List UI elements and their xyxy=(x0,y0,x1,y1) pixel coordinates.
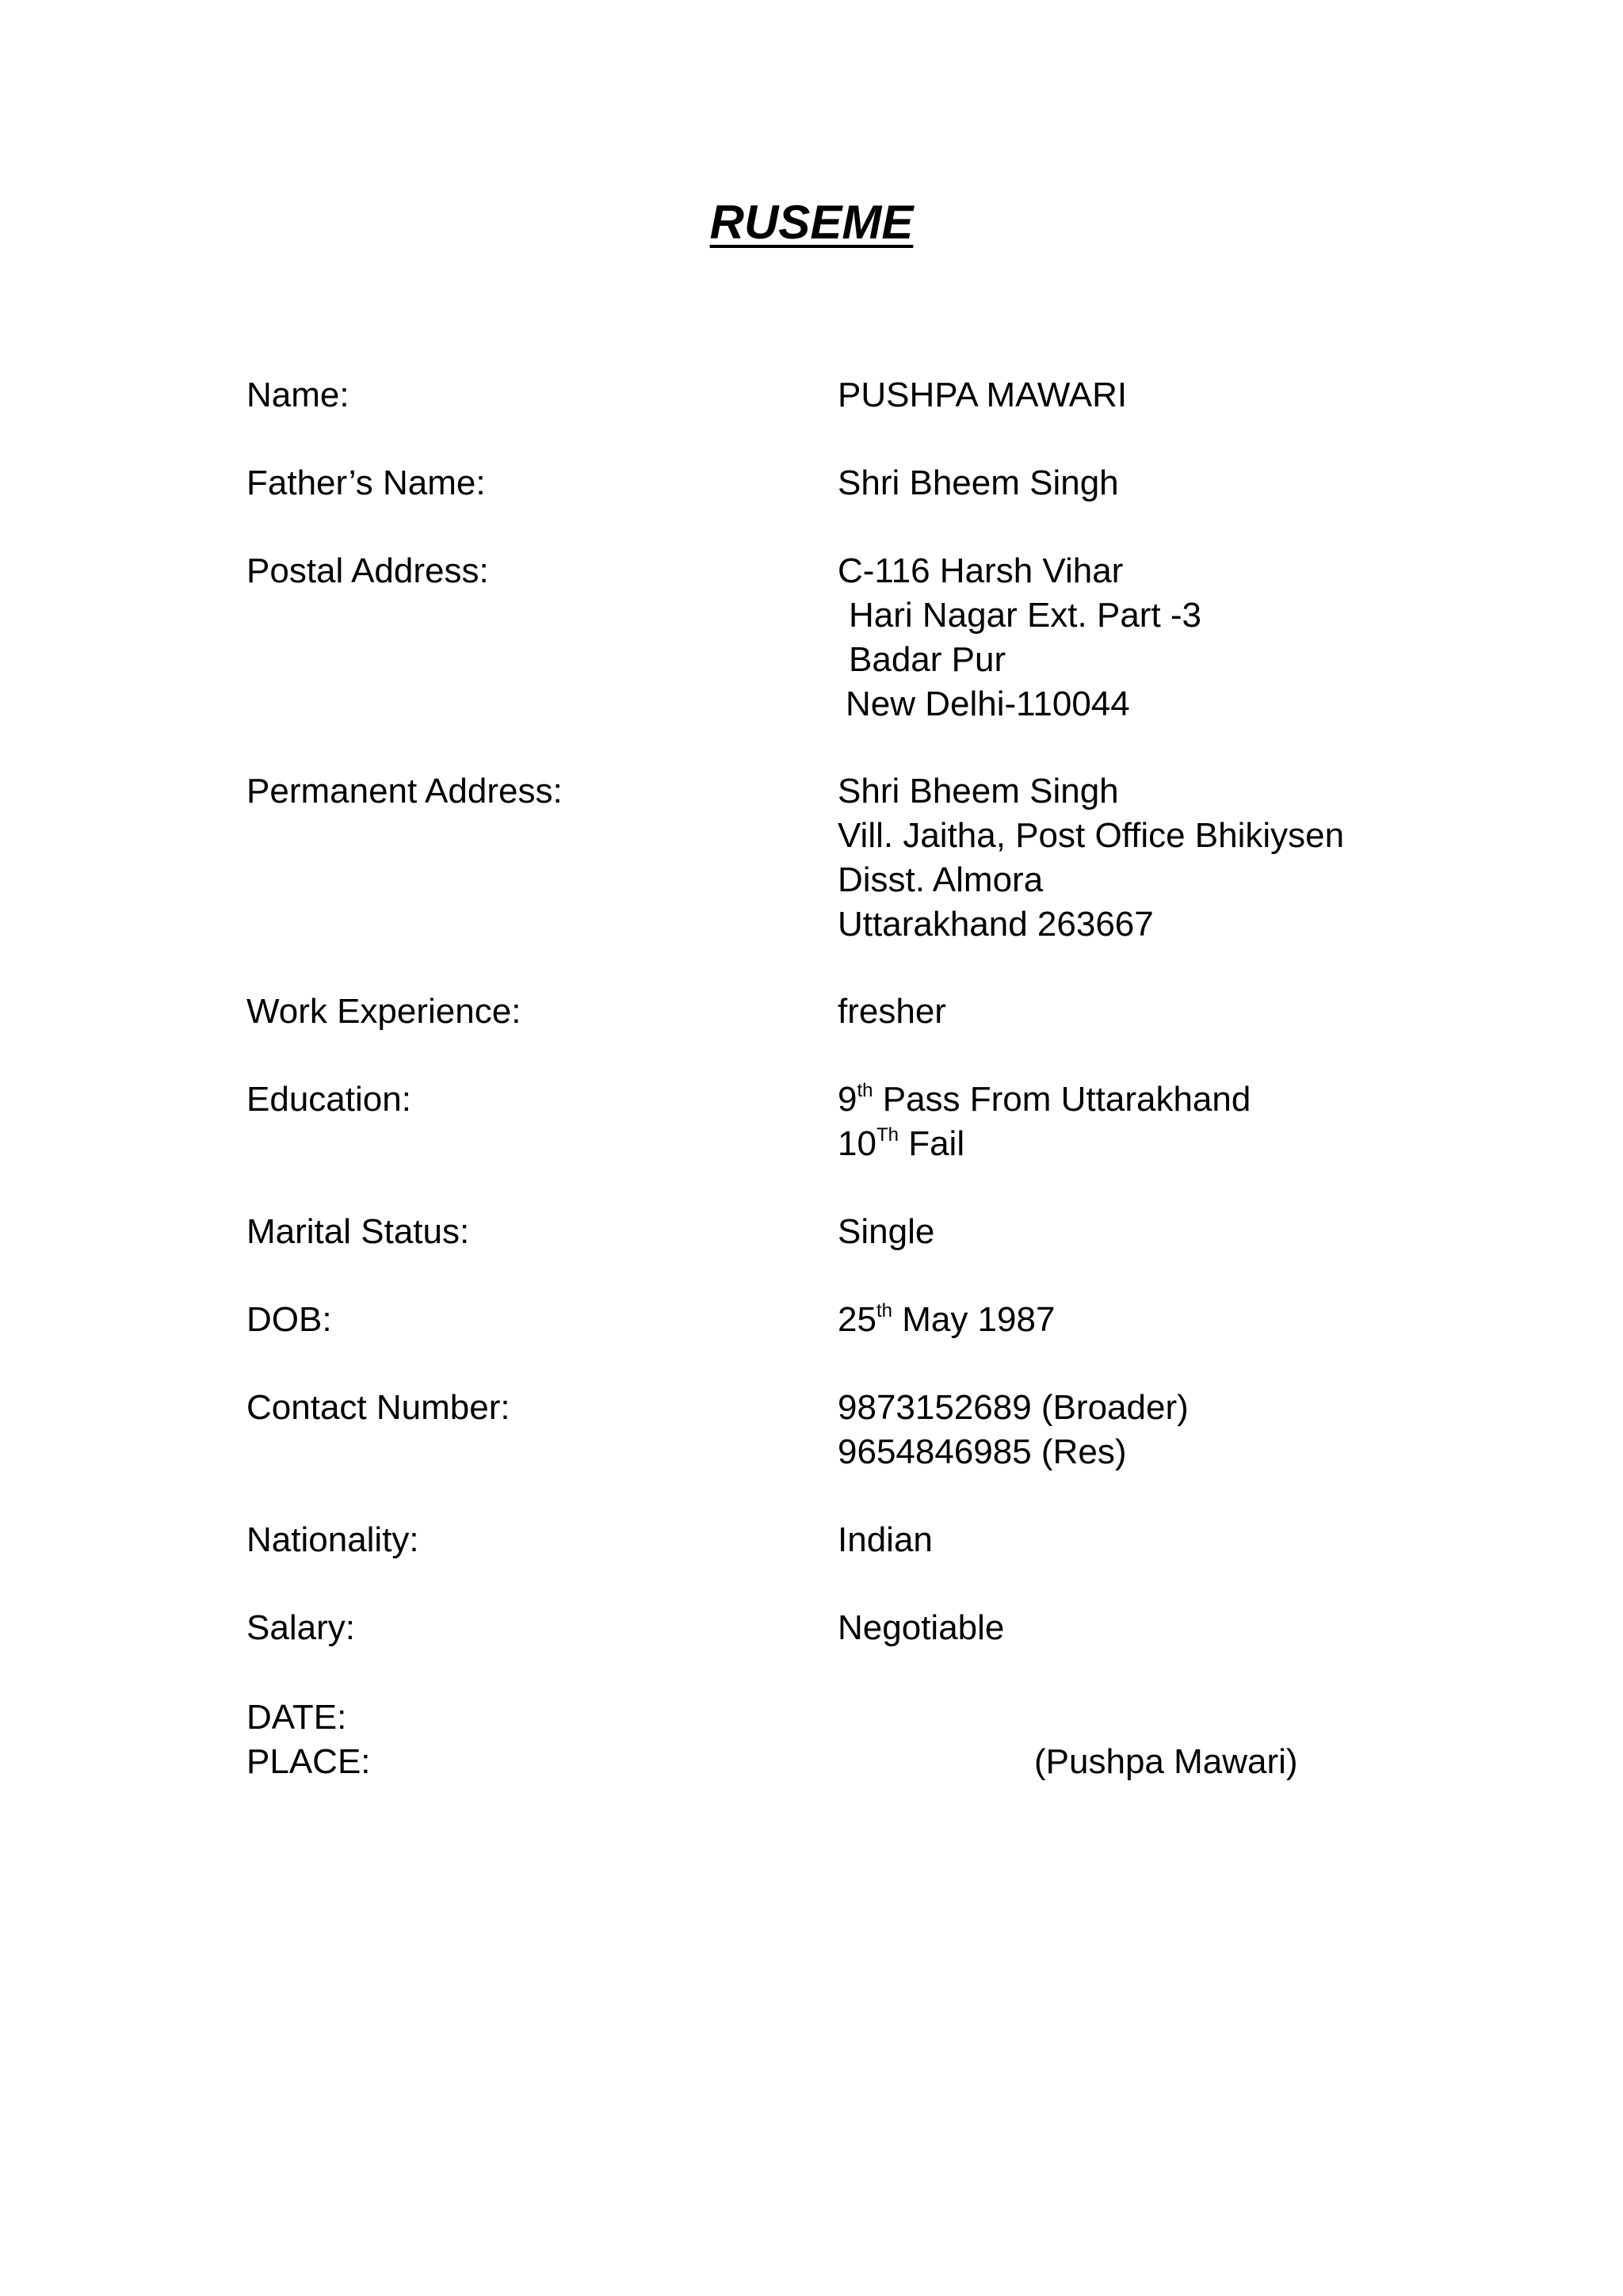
education-text: Fail xyxy=(898,1124,965,1163)
nationality-value: Indian xyxy=(838,1520,933,1559)
ordinal-suffix: th xyxy=(876,1300,892,1322)
education-label: Education: xyxy=(246,1080,411,1119)
permanent-address-line: Shri Bheem Singh xyxy=(838,772,1119,810)
contact-number-line: 9654846985 (Res) xyxy=(838,1432,1127,1471)
work-experience-label: Work Experience: xyxy=(246,992,521,1031)
salary-value: Negotiable xyxy=(838,1608,1005,1647)
father-name-value: Shri Bheem Singh xyxy=(838,463,1119,502)
postal-address-label: Postal Address: xyxy=(246,551,489,590)
contact-number-line: 9873152689 (Broader) xyxy=(838,1388,1189,1427)
date-label: DATE: xyxy=(246,1698,347,1737)
contact-number-label: Contact Number: xyxy=(246,1388,510,1427)
place-label: PLACE: xyxy=(246,1742,371,1781)
permanent-address-line: Disst. Almora xyxy=(838,860,1044,899)
salary-label: Salary: xyxy=(246,1608,355,1647)
permanent-address-label: Permanent Address: xyxy=(246,772,563,810)
education-line xyxy=(838,1122,1251,1166)
ordinal-suffix: Th xyxy=(876,1124,899,1146)
father-name-label: Father’s Name: xyxy=(246,463,486,502)
postal-address-line: C-116 Harsh Vihar xyxy=(838,551,1124,590)
dob-month-year: May 1987 xyxy=(892,1300,1056,1339)
postal-address-line: Hari Nagar Ext. Part -3 xyxy=(849,596,1202,635)
education-grade: 10 xyxy=(838,1124,876,1163)
education-grade: 9 xyxy=(838,1080,857,1119)
dob-value xyxy=(838,1298,1055,1342)
document-title: RUSEME xyxy=(709,196,914,249)
education-text: Pass From Uttarakhand xyxy=(873,1080,1251,1119)
work-experience-value: fresher xyxy=(838,992,946,1031)
education-line xyxy=(838,1077,1251,1122)
contact-number-value xyxy=(838,1386,1189,1474)
dob-day: 25 xyxy=(838,1300,876,1339)
permanent-address-value xyxy=(838,769,1344,947)
permanent-address-line: Uttarakhand 263667 xyxy=(838,905,1154,944)
postal-address-line: Badar Pur xyxy=(849,640,1006,679)
postal-address-line: New Delhi-110044 xyxy=(846,685,1130,723)
marital-status-label: Marital Status: xyxy=(246,1212,470,1251)
name-label: Name: xyxy=(246,376,349,414)
signature-name: (Pushpa Mawari) xyxy=(1034,1742,1298,1781)
education-value xyxy=(838,1077,1251,1166)
permanent-address-line: Vill. Jaitha, Post Office Bhikiysen xyxy=(838,816,1345,855)
marital-status-value: Single xyxy=(838,1212,935,1251)
ordinal-suffix: th xyxy=(857,1080,873,1102)
postal-address-value xyxy=(838,549,1201,727)
dob-label: DOB: xyxy=(246,1300,332,1339)
name-value: PUSHPA MAWARI xyxy=(838,376,1128,414)
nationality-label: Nationality: xyxy=(246,1520,419,1559)
